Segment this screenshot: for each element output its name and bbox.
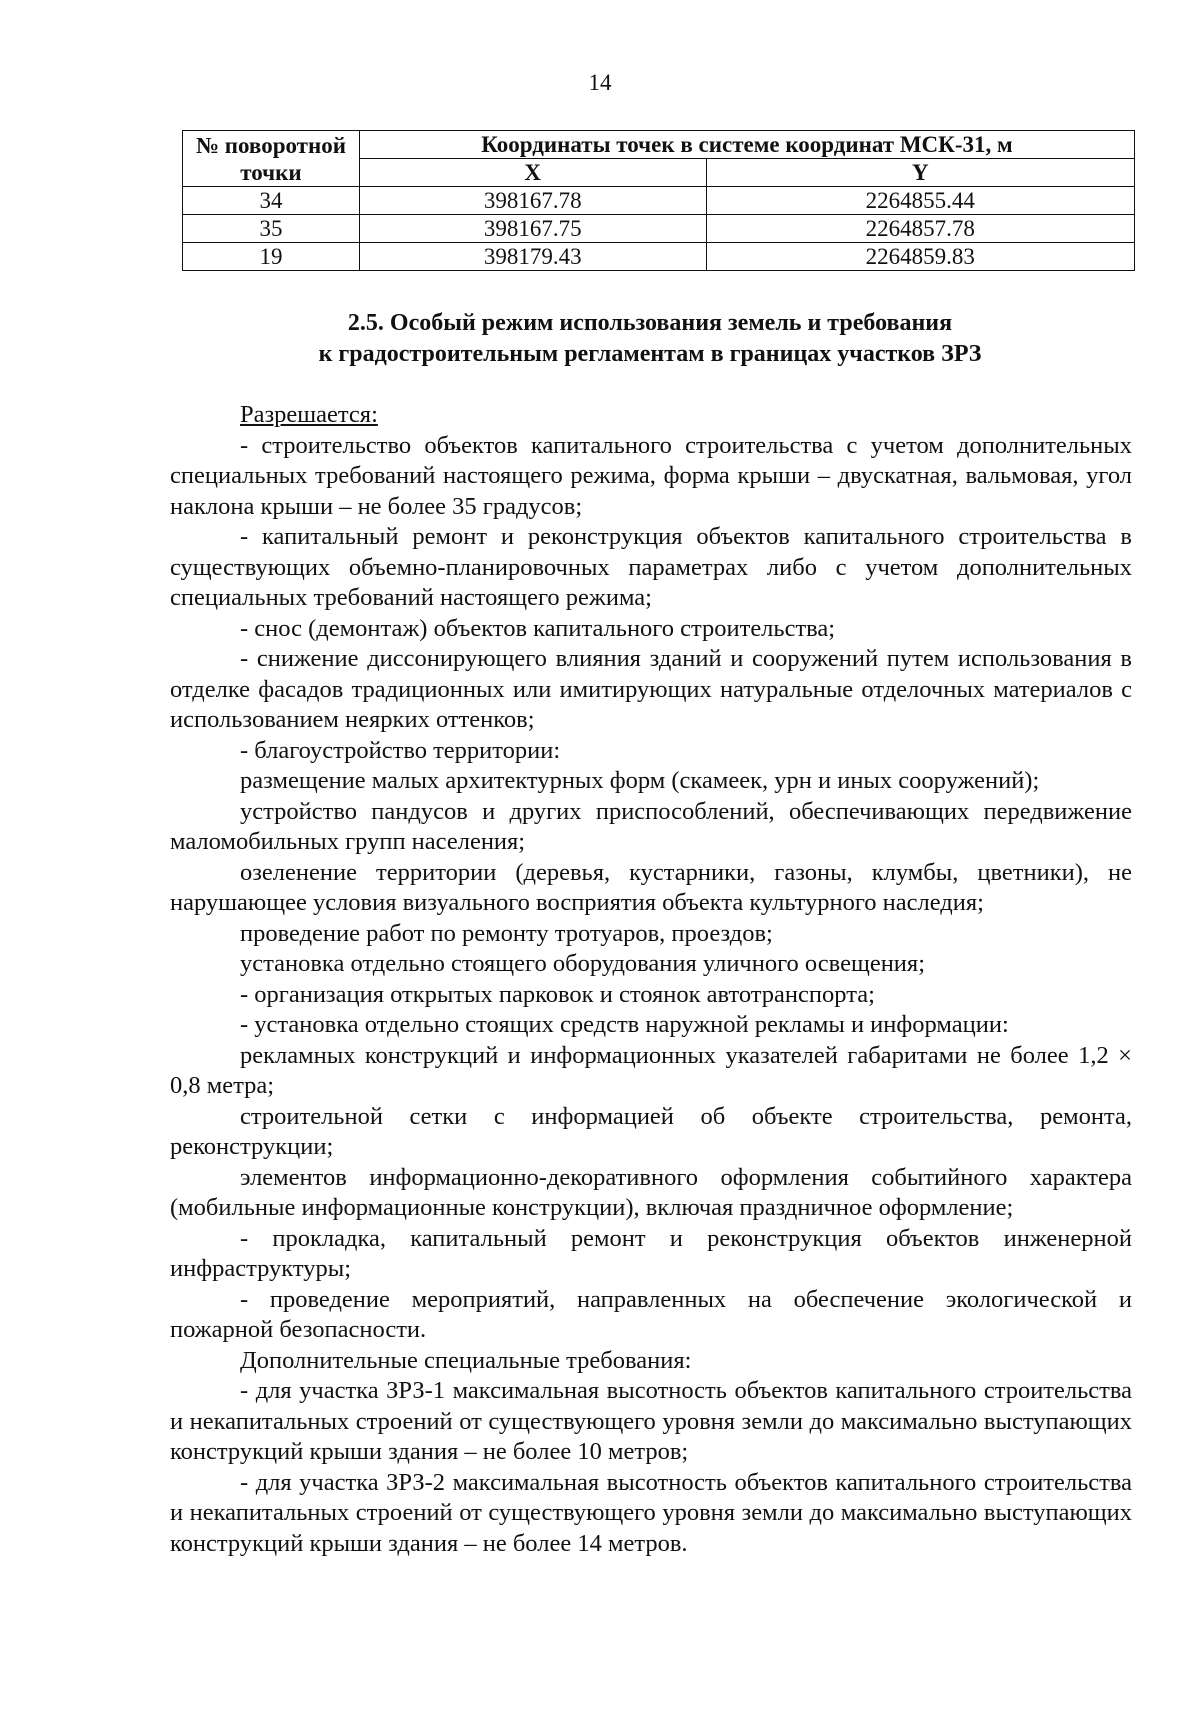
paragraph: - капитальный ремонт и реконструкция объектов капитального строительства в существующих объемно-планировочных параметрах либо с учетом дополнительных специальных требований настоящего режима; xyxy=(170,523,1132,611)
table-row xyxy=(183,215,1135,243)
paragraph-allowed-label: Разрешается: xyxy=(240,401,378,428)
paragraph: проведение работ по ремонту тротуаров, проездов; xyxy=(240,919,773,947)
table-header-point: № поворотной точки xyxy=(183,131,360,187)
paragraph: - благоустройство территории: xyxy=(240,736,561,764)
paragraph: - снижение диссонирующего влияния зданий и сооружений путем использования в отделке фасадов традиционных или имитирующих натуральные отделочных материалов с использованием неярких оттенков; xyxy=(170,645,1132,733)
table-cell-y: 2264857.78 xyxy=(706,215,1135,243)
table-cell-x: 398167.78 xyxy=(359,187,706,215)
table-cell-y: 2264855.44 xyxy=(706,187,1135,215)
paragraph: - строительство объектов капитального строительства с учетом дополнительных специальных требований настоящего режима, форма крыши – двускатная, вальмовая, угол наклона крыши – не более 35 градусов; xyxy=(170,431,1132,520)
section-heading-line2: к градостроительным регламентам в границах участков ЗРЗ xyxy=(318,341,982,367)
paragraph: - снос (демонтаж) объектов капитального строительства; xyxy=(240,614,836,642)
paragraph: - организация открытых парковок и стоянок автотранспорта; xyxy=(240,980,875,1008)
section-heading xyxy=(150,308,1150,370)
paragraph: озеленение территории (деревья, кустарники, газоны, клумбы, цветники), не нарушающее условия визуального восприятия объекта культурного наследия; xyxy=(170,858,1132,916)
paragraph: установка отдельно стоящего оборудования уличного освещения; xyxy=(240,950,925,977)
paragraph-additional-label: Дополнительные специальные требования: xyxy=(240,1346,692,1374)
table-row xyxy=(183,243,1135,271)
coordinates-table xyxy=(182,130,1135,271)
paragraph: - проведение мероприятий, направленных на обеспечение экологической и пожарной безопасности. xyxy=(170,1285,1132,1343)
table-header-x: X xyxy=(359,159,706,187)
table-header-y: Y xyxy=(706,159,1135,187)
table-cell-x: 398167.75 xyxy=(359,215,706,243)
paragraph: - установка отдельно стоящих средств наружной рекламы и информации: xyxy=(240,1011,1009,1038)
paragraph: - для участка ЗРЗ-2 максимальная высотность объектов капитального строительства и некапитальных строений от существующего уровня земли до максимально выступающих конструкций крыши здания – не более 14 метров. xyxy=(170,1468,1132,1557)
table-cell-y: 2264859.83 xyxy=(706,243,1135,271)
table-cell-x: 398179.43 xyxy=(359,243,706,271)
paragraph: - для участка ЗРЗ-1 максимальная высотность объектов капитального строительства и некапитальных строений от существующего уровня земли до максимально выступающих конструкций крыши здания – не более 10 метров; xyxy=(170,1377,1132,1465)
table-cell-point: 35 xyxy=(183,215,360,243)
paragraph: строительной сетки с информацией об объекте строительства, ремонта, реконструкции; xyxy=(170,1102,1132,1160)
table-header-coordinates: Координаты точек в системе координат МСК-31, м xyxy=(359,131,1134,159)
paragraph: устройство пандусов и других приспособлений, обеспечивающих передвижение маломобильных групп населения; xyxy=(170,797,1132,855)
section-heading-line1: 2.5. Особый режим использования земель и требования xyxy=(347,310,953,336)
paragraph: рекламных конструкций и информационных указателей габаритами не более 1,2 × 0,8 метра; xyxy=(170,1041,1132,1099)
body-text xyxy=(170,400,1132,1559)
paragraph: - прокладка, капитальный ремонт и реконструкция объектов инженерной инфраструктуры; xyxy=(170,1224,1132,1282)
paragraph: элементов информационно-декоративного оформления событийного характера (мобильные информационные конструкции), включая праздничное оформление; xyxy=(170,1163,1132,1221)
table-cell-point: 19 xyxy=(183,243,360,271)
table-row xyxy=(183,187,1135,215)
table-cell-point: 34 xyxy=(183,187,360,215)
page-number: 14 xyxy=(588,70,612,95)
paragraph: размещение малых архитектурных форм (скамеек, урн и иных сооружений); xyxy=(240,767,1040,794)
